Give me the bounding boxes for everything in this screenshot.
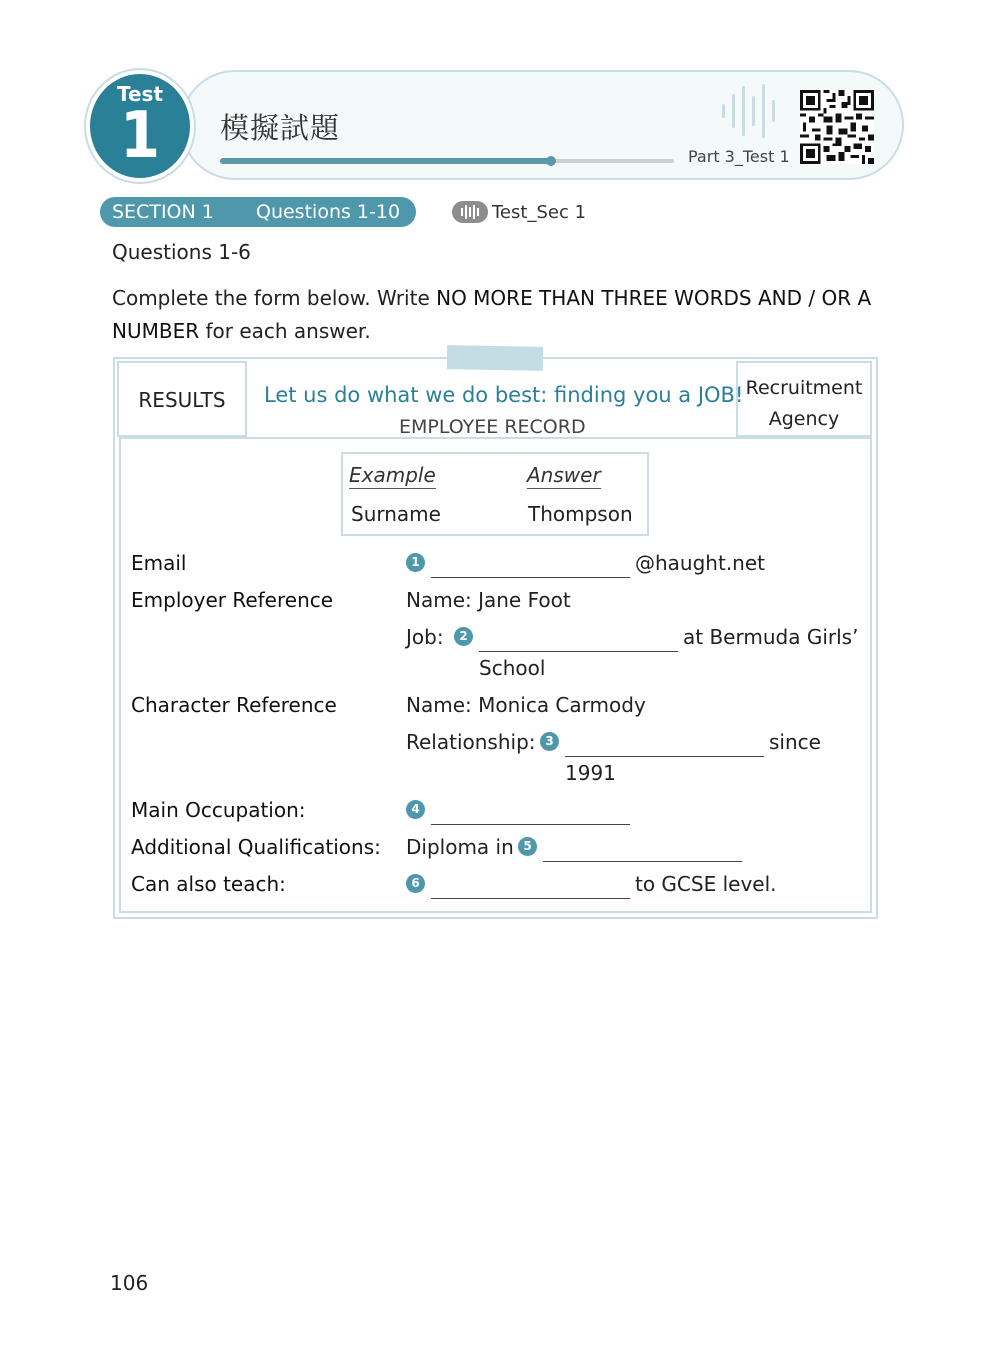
relationship-year: 1991 — [565, 761, 616, 785]
character-reference-label: Character Reference — [131, 693, 337, 717]
answer-blank-6[interactable] — [431, 898, 630, 899]
form-title: EMPLOYEE RECORD — [399, 416, 586, 438]
question-number-6: 6 — [406, 874, 425, 893]
question-number-4: 4 — [406, 800, 425, 819]
main-occupation-label: Main Occupation: — [131, 798, 306, 822]
instruction-emphasis: NO MORE THAN THREE WORDS AND / OR A NUMBER — [112, 286, 872, 343]
instruction-pre: Complete the form below. Write — [112, 286, 437, 310]
question-number-5: 5 — [518, 837, 537, 856]
example-field: Surname — [351, 502, 441, 526]
audio-track-label: Test_Sec 1 — [492, 202, 587, 223]
email-domain: @haught.net — [635, 551, 765, 575]
answer-blank-3[interactable] — [565, 756, 764, 757]
answer-blank-1[interactable] — [431, 577, 630, 578]
questions-heading: Questions 1-6 — [112, 240, 251, 264]
question-number-1: 1 — [406, 553, 425, 572]
example-value: Thompson — [528, 502, 633, 526]
additional-qualifications-label: Additional Qualifications: — [131, 835, 381, 859]
relationship-suffix: since — [769, 730, 821, 754]
instruction-text — [112, 282, 892, 348]
questions-range-label: Questions 1-10 — [256, 201, 401, 223]
agency-line-2: Agency — [768, 408, 840, 430]
example-label: Example — [349, 463, 436, 487]
answer-blank-4[interactable] — [431, 824, 630, 825]
character-name: Name: Monica Carmody — [406, 693, 646, 717]
tape-decoration — [447, 345, 543, 371]
answer-label: Answer — [527, 463, 601, 487]
job-suffix: at Bermuda Girls’ — [683, 625, 859, 649]
diploma-prefix: Diploma in — [406, 835, 514, 859]
agency-line-1: Recruitment — [745, 377, 863, 399]
email-label: Email — [131, 551, 187, 575]
page-number: 106 — [110, 1271, 149, 1295]
test-badge — [86, 70, 194, 182]
can-also-teach-label: Can also teach: — [131, 872, 286, 896]
test-number: 1 — [119, 99, 161, 173]
audio-track-icon[interactable] — [452, 201, 488, 223]
audio-progress-bar[interactable] — [220, 159, 674, 163]
instruction-post: for each answer. — [199, 319, 371, 343]
soundwave-icon — [720, 84, 784, 138]
question-number-2: 2 — [454, 627, 473, 646]
section-label: SECTION 1 — [112, 201, 214, 223]
results-cell: RESULTS — [117, 361, 247, 437]
relationship-label: Relationship: — [406, 730, 536, 754]
agency-cell — [736, 361, 872, 437]
section-banner — [100, 197, 416, 227]
answer-blank-5[interactable] — [543, 861, 742, 862]
audio-progress-fill — [220, 158, 551, 164]
qr-code-icon[interactable] — [800, 90, 874, 164]
teach-suffix: to GCSE level. — [635, 872, 777, 896]
form-slogan: Let us do what we do best: finding you a JOB! — [264, 383, 744, 407]
answer-blank-2[interactable] — [479, 651, 678, 652]
page-title: 模擬試題 — [220, 111, 341, 145]
question-number-3: 3 — [540, 732, 559, 751]
track-label: Part 3_Test 1 — [688, 147, 790, 166]
employer-name: Name: Jane Foot — [406, 588, 571, 612]
test-word: Test — [116, 82, 163, 106]
employer-reference-label: Employer Reference — [131, 588, 334, 612]
job-label: Job: — [406, 625, 444, 649]
job-suffix-continued: School — [479, 656, 546, 680]
